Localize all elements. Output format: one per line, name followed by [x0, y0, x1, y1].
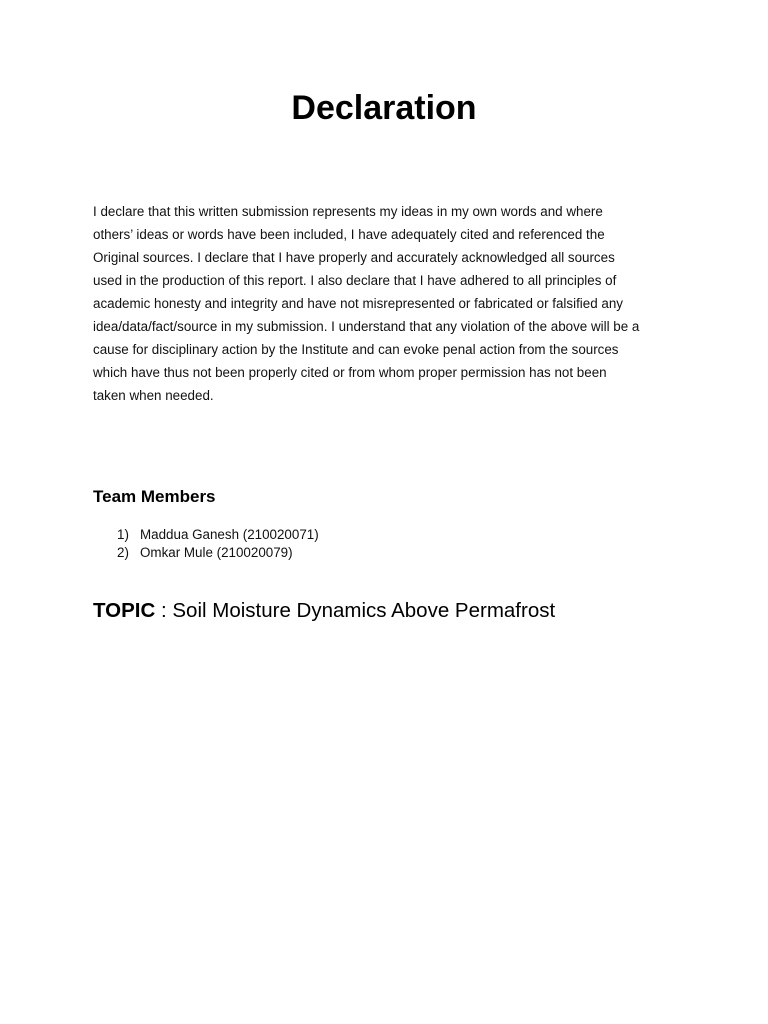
declaration-line: taken when needed. — [93, 388, 214, 403]
page-title: Declaration — [291, 89, 477, 127]
declaration-paragraph — [93, 200, 683, 407]
team-member-item — [117, 544, 319, 562]
team-member-item — [117, 526, 319, 544]
declaration-line: Original sources. I declare that I have properly and accurately acknowledged all sources — [93, 250, 615, 265]
declaration-line: academic honesty and integrity and have not misrepresented or fabricated or falsified any — [93, 296, 623, 311]
declaration-line: I declare that this written submission represents my ideas in my own words and where — [93, 204, 603, 219]
team-members-heading: Team Members — [93, 487, 216, 506]
member-name: Omkar Mule (210020079) — [140, 545, 293, 560]
declaration-line: cause for disciplinary action by the Institute and can evoke penal action from the sources — [93, 342, 619, 357]
member-number: 2) — [117, 545, 129, 560]
declaration-line: used in the production of this report. I also declare that I have adhered to all principles of — [93, 273, 617, 288]
declaration-line: which have thus not been properly cited or from whom proper permission has not been — [93, 365, 607, 380]
topic-line — [93, 596, 555, 626]
team-member-list — [117, 526, 319, 562]
member-number: 1) — [117, 527, 129, 542]
topic-value: Soil Moisture Dynamics Above Permafrost — [172, 599, 556, 622]
declaration-line: idea/data/fact/source in my submission. I understand that any violation of the above will be a — [93, 319, 640, 334]
declaration-line: others’ ideas or words have been included, I have adequately cited and referenced the — [93, 227, 605, 242]
member-name: Maddua Ganesh (210020071) — [140, 527, 319, 542]
topic-label: TOPIC — [93, 599, 156, 622]
topic-separator: : — [155, 599, 173, 622]
